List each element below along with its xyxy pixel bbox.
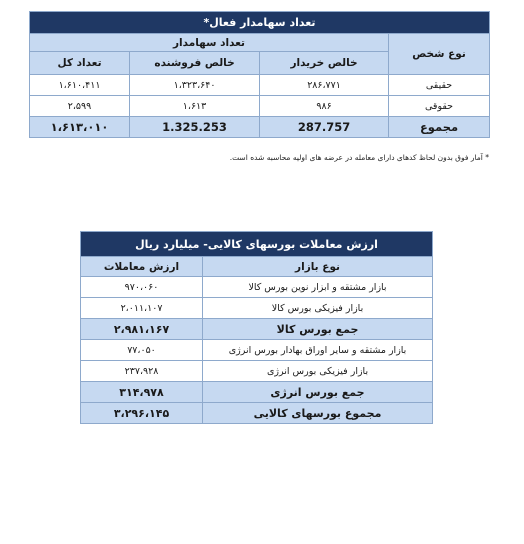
header-net-buyer: خالص خریدار	[260, 52, 389, 75]
market-cell: بازار فیزیکی بورس انرژی	[203, 361, 433, 382]
sum-row	[30, 117, 490, 138]
subtotal-row	[81, 382, 433, 403]
market-cell: مجموع بورسهای کالایی	[203, 403, 433, 424]
header-trade-value: ارزش معاملات	[81, 257, 203, 277]
net-buyer-cell: ۹۸۶	[260, 96, 389, 117]
value-cell: ۷۷،۰۵۰	[81, 340, 203, 361]
person-type-cell: حقیقی	[389, 75, 490, 96]
market-cell: بازار مشتقه و سایر اوراق بهادار بورس انرژی	[203, 340, 433, 361]
table-row	[81, 340, 433, 361]
market-cell: جمع بورس کالا	[203, 319, 433, 340]
table-title: ارزش معاملات بورسهای کالایی- میلیارد ریال	[81, 232, 433, 257]
commodity-exchange-value-table	[80, 231, 433, 424]
table-row	[30, 75, 490, 96]
market-cell: بازار فیزیکی بورس کالا	[203, 298, 433, 319]
net-seller-cell: ۱،۳۲۳،۶۴۰	[130, 75, 260, 96]
table-row	[81, 277, 433, 298]
sum-label: مجموع	[389, 117, 490, 138]
market-cell: جمع بورس انرژی	[203, 382, 433, 403]
total-count-cell: ۲،۵۹۹	[30, 96, 130, 117]
header-total-count: تعداد کل	[30, 52, 130, 75]
total-count-cell: ۱،۶۱۰،۴۱۱	[30, 75, 130, 96]
value-cell: ۲۳۷،۹۲۸	[81, 361, 203, 382]
value-cell: ۳،۲۹۶،۱۴۵	[81, 403, 203, 424]
table-title: تعداد سهامدار فعال*	[30, 12, 490, 34]
active-shareholders-table	[29, 11, 490, 138]
header-market-type: نوع بازار	[203, 257, 433, 277]
grand-total-row	[81, 403, 433, 424]
footnote: * آمار فوق بدون لحاظ کدهای دارای معامله در عرضه های اولیه محاسبه شده است.	[229, 153, 489, 162]
value-cell: ۹۷۰،۰۶۰	[81, 277, 203, 298]
header-net-seller: خالص فروشنده	[130, 52, 260, 75]
value-cell: ۲،۰۱۱،۱۰۷	[81, 298, 203, 319]
header-shareholder-count: تعداد سهامدار	[30, 34, 389, 52]
sum-net-seller: 1.325.253	[130, 117, 260, 138]
table-row	[30, 96, 490, 117]
value-cell: ۳۱۴،۹۷۸	[81, 382, 203, 403]
net-buyer-cell: ۲۸۶،۷۷۱	[260, 75, 389, 96]
market-cell: بازار مشتقه و ابزار نوین بورس کالا	[203, 277, 433, 298]
person-type-cell: حقوقی	[389, 96, 490, 117]
net-seller-cell: ۱،۶۱۳	[130, 96, 260, 117]
table-row	[81, 361, 433, 382]
table-row	[81, 298, 433, 319]
value-cell: ۲،۹۸۱،۱۶۷	[81, 319, 203, 340]
subtotal-row	[81, 319, 433, 340]
header-person-type: نوع شخص	[389, 34, 490, 75]
sum-total-count: ۱،۶۱۳،۰۱۰	[30, 117, 130, 138]
sum-net-buyer: 287.757	[260, 117, 389, 138]
